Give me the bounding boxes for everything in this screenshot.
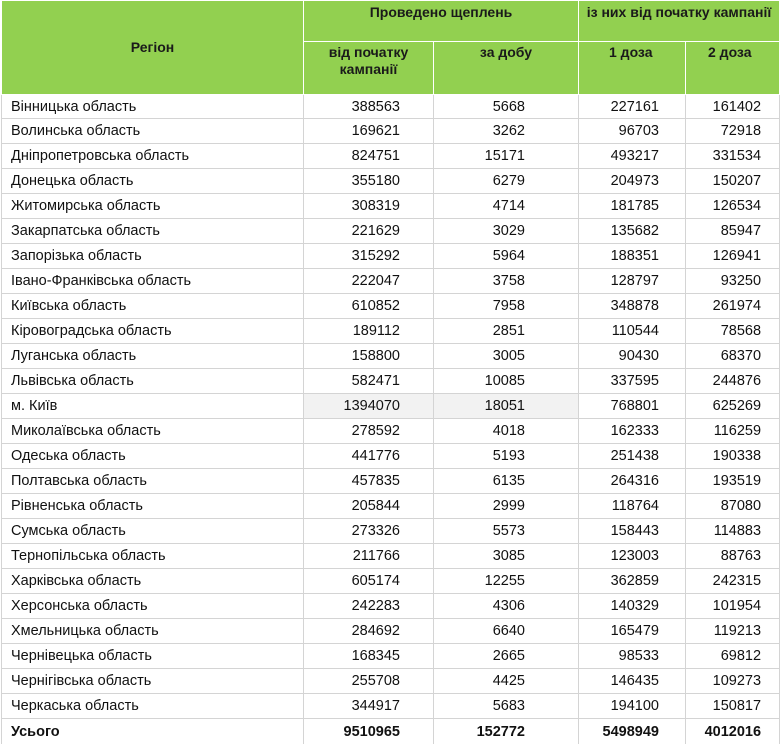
cell-total: 388563 [304, 95, 434, 119]
cell-total: 441776 [304, 444, 434, 469]
cell-day: 6640 [434, 619, 579, 644]
totals-row [2, 719, 780, 745]
cell-dose2: 68370 [686, 344, 780, 369]
table-row [2, 544, 780, 569]
cell-total: 1394070 [304, 394, 434, 419]
table-row [2, 95, 780, 119]
cell-day: 4714 [434, 194, 579, 219]
cell-dose1: 110544 [579, 319, 686, 344]
cell-region: Харківська область [2, 569, 304, 594]
header-since-start [304, 42, 434, 95]
cell-total: 211766 [304, 544, 434, 569]
cell-day: 6135 [434, 469, 579, 494]
table-row [2, 244, 780, 269]
cell-total: 242283 [304, 594, 434, 619]
cell-total: 824751 [304, 144, 434, 169]
cell-day: 4306 [434, 594, 579, 619]
cell-total: 168345 [304, 644, 434, 669]
cell-dose2: 101954 [686, 594, 780, 619]
table-row [2, 594, 780, 619]
cell-total: 189112 [304, 319, 434, 344]
cell-total-dose2: 4012016 [686, 719, 780, 745]
cell-region: Волинська область [2, 119, 304, 144]
table-row [2, 569, 780, 594]
cell-day: 5683 [434, 694, 579, 719]
cell-day: 3029 [434, 219, 579, 244]
cell-total: 255708 [304, 669, 434, 694]
cell-dose2: 244876 [686, 369, 780, 394]
cell-dose1: 165479 [579, 619, 686, 644]
cell-region: Сумська область [2, 519, 304, 544]
cell-region: Кіровоградська область [2, 319, 304, 344]
cell-region: Київська область [2, 294, 304, 319]
cell-dose2: 69812 [686, 644, 780, 669]
cell-dose1: 135682 [579, 219, 686, 244]
cell-total-since-start: 9510965 [304, 719, 434, 745]
cell-total: 308319 [304, 194, 434, 219]
cell-total-label: Усього [2, 719, 304, 745]
header-since-start-group-label: із них від початку кампанії [586, 4, 772, 20]
cell-dose2: 150817 [686, 694, 780, 719]
cell-region: Вінницька область [2, 95, 304, 119]
cell-day: 10085 [434, 369, 579, 394]
header-region: Регіон [2, 1, 304, 95]
cell-total: 221629 [304, 219, 434, 244]
cell-region: Черкаська область [2, 694, 304, 719]
cell-day: 3005 [434, 344, 579, 369]
cell-day: 5668 [434, 95, 579, 119]
cell-day: 2851 [434, 319, 579, 344]
cell-day: 4425 [434, 669, 579, 694]
cell-region: Житомирська область [2, 194, 304, 219]
cell-day: 5964 [434, 244, 579, 269]
header-per-day-label: за добу [479, 44, 533, 60]
cell-region: Миколаївська область [2, 419, 304, 444]
cell-region: Дніпропетровська область [2, 144, 304, 169]
cell-total-dose1: 5498949 [579, 719, 686, 745]
cell-dose1: 204973 [579, 169, 686, 194]
cell-day: 7958 [434, 294, 579, 319]
cell-dose2: 126941 [686, 244, 780, 269]
table-row [2, 694, 780, 719]
cell-total: 315292 [304, 244, 434, 269]
cell-region: Чернігівська область [2, 669, 304, 694]
cell-dose2: 150207 [686, 169, 780, 194]
table-row [2, 319, 780, 344]
cell-dose2: 85947 [686, 219, 780, 244]
cell-dose1: 362859 [579, 569, 686, 594]
header-since-start-group [579, 1, 780, 42]
header-vaccinations-group-label: Проведено щеплень [369, 4, 513, 20]
cell-day: 15171 [434, 144, 579, 169]
table-row [2, 344, 780, 369]
cell-day: 3262 [434, 119, 579, 144]
header-vaccinations-group [304, 1, 579, 42]
cell-dose2: 190338 [686, 444, 780, 469]
cell-total: 284692 [304, 619, 434, 644]
cell-dose1: 96703 [579, 119, 686, 144]
cell-day: 12255 [434, 569, 579, 594]
cell-region: Полтавська область [2, 469, 304, 494]
table-row [2, 494, 780, 519]
vaccination-table [1, 0, 780, 744]
table-row [2, 619, 780, 644]
cell-region: Чернівецька область [2, 644, 304, 669]
header-since-start-label: від початку кампанії [328, 44, 409, 77]
cell-dose2: 72918 [686, 119, 780, 144]
table-row [2, 469, 780, 494]
table-row [2, 269, 780, 294]
cell-dose1: 158443 [579, 519, 686, 544]
cell-dose2: 119213 [686, 619, 780, 644]
cell-day: 3085 [434, 544, 579, 569]
cell-dose1: 493217 [579, 144, 686, 169]
cell-dose1: 146435 [579, 669, 686, 694]
cell-dose1: 188351 [579, 244, 686, 269]
cell-day: 6279 [434, 169, 579, 194]
cell-day: 3758 [434, 269, 579, 294]
table-row [2, 444, 780, 469]
cell-total: 273326 [304, 519, 434, 544]
cell-dose1: 264316 [579, 469, 686, 494]
cell-dose2: 87080 [686, 494, 780, 519]
table-row [2, 644, 780, 669]
cell-region: Тернопільська область [2, 544, 304, 569]
cell-day: 2665 [434, 644, 579, 669]
cell-day: 5193 [434, 444, 579, 469]
cell-region: Херсонська область [2, 594, 304, 619]
cell-dose1: 181785 [579, 194, 686, 219]
cell-dose2: 116259 [686, 419, 780, 444]
cell-dose2: 161402 [686, 95, 780, 119]
cell-dose1: 348878 [579, 294, 686, 319]
cell-region: Запорізька область [2, 244, 304, 269]
cell-dose2: 114883 [686, 519, 780, 544]
table-row [2, 669, 780, 694]
cell-total: 205844 [304, 494, 434, 519]
cell-dose1: 140329 [579, 594, 686, 619]
cell-region: Одеська область [2, 444, 304, 469]
cell-region: Закарпатська область [2, 219, 304, 244]
cell-dose2: 126534 [686, 194, 780, 219]
cell-region: Львівська область [2, 369, 304, 394]
cell-region: Рівненська область [2, 494, 304, 519]
cell-region: Хмельницька область [2, 619, 304, 644]
header-dose2 [686, 42, 780, 95]
header-per-day [434, 42, 579, 95]
cell-dose1: 227161 [579, 95, 686, 119]
header-dose1-label: 1 доза [609, 44, 653, 60]
cell-region: Івано-Франківська область [2, 269, 304, 294]
cell-dose1: 128797 [579, 269, 686, 294]
cell-total: 605174 [304, 569, 434, 594]
cell-dose2: 242315 [686, 569, 780, 594]
cell-dose2: 193519 [686, 469, 780, 494]
table-row [2, 194, 780, 219]
cell-total: 344917 [304, 694, 434, 719]
cell-dose1: 123003 [579, 544, 686, 569]
cell-total: 158800 [304, 344, 434, 369]
cell-day: 18051 [434, 394, 579, 419]
cell-total: 457835 [304, 469, 434, 494]
table-row [2, 369, 780, 394]
header-dose2-label: 2 доза [708, 44, 752, 60]
cell-total: 169621 [304, 119, 434, 144]
cell-dose2: 331534 [686, 144, 780, 169]
table-row [2, 519, 780, 544]
cell-day: 2999 [434, 494, 579, 519]
cell-total: 582471 [304, 369, 434, 394]
table-header [2, 1, 780, 95]
cell-region: Луганська область [2, 344, 304, 369]
header-dose1 [579, 42, 686, 95]
cell-dose1: 768801 [579, 394, 686, 419]
cell-dose2: 109273 [686, 669, 780, 694]
cell-dose1: 90430 [579, 344, 686, 369]
table-row [2, 169, 780, 194]
cell-dose2: 261974 [686, 294, 780, 319]
cell-dose1: 162333 [579, 419, 686, 444]
table-row [2, 119, 780, 144]
cell-dose1: 194100 [579, 694, 686, 719]
cell-dose2: 78568 [686, 319, 780, 344]
cell-dose2: 93250 [686, 269, 780, 294]
cell-total: 355180 [304, 169, 434, 194]
cell-region: м. Київ [2, 394, 304, 419]
cell-day: 5573 [434, 519, 579, 544]
table-row [2, 144, 780, 169]
cell-total: 610852 [304, 294, 434, 319]
cell-total: 222047 [304, 269, 434, 294]
cell-dose1: 251438 [579, 444, 686, 469]
cell-dose2: 625269 [686, 394, 780, 419]
cell-total: 278592 [304, 419, 434, 444]
table-row [2, 294, 780, 319]
table-row [2, 219, 780, 244]
cell-dose2: 88763 [686, 544, 780, 569]
table-row [2, 394, 780, 419]
cell-dose1: 98533 [579, 644, 686, 669]
table-row [2, 419, 780, 444]
cell-dose1: 337595 [579, 369, 686, 394]
cell-day: 4018 [434, 419, 579, 444]
table-body [2, 95, 780, 745]
cell-total-day: 152772 [434, 719, 579, 745]
cell-region: Донецька область [2, 169, 304, 194]
cell-dose1: 118764 [579, 494, 686, 519]
